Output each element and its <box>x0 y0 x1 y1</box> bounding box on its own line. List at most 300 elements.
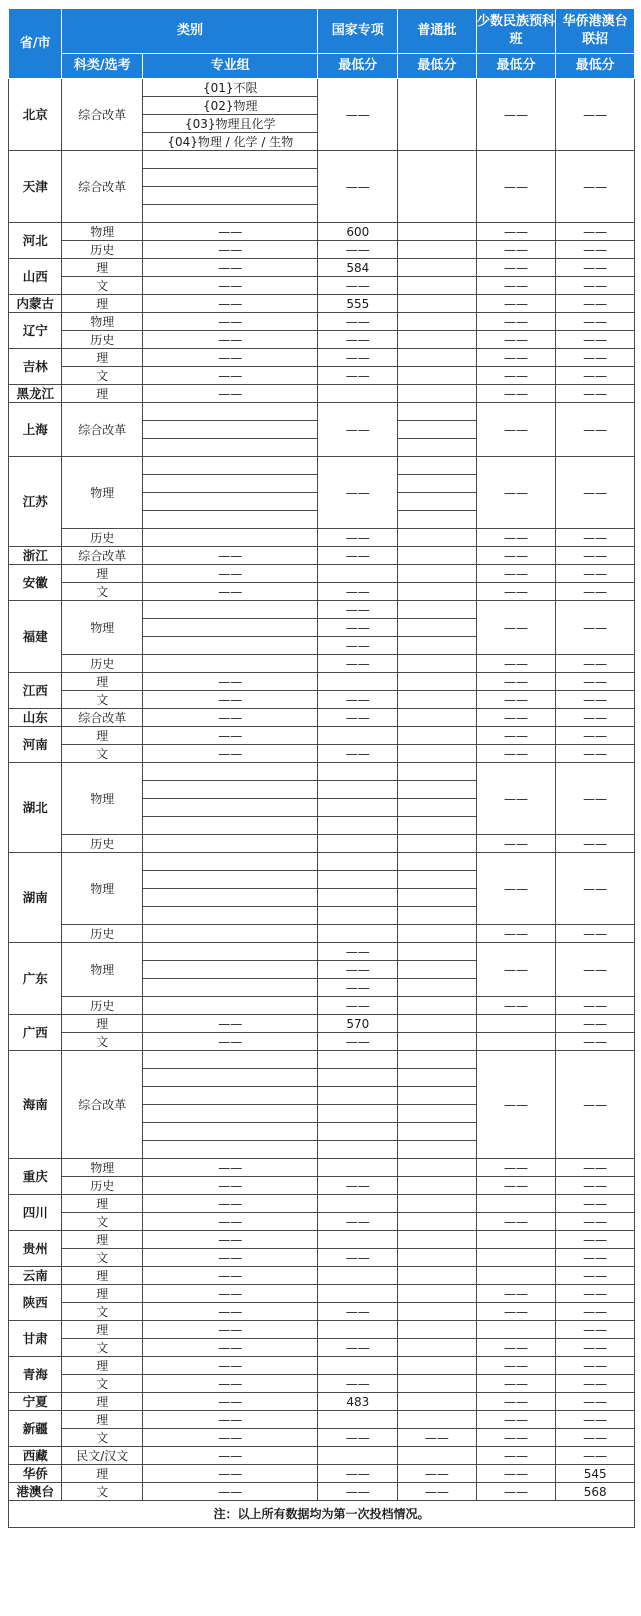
dash-cell: —— <box>556 1411 635 1429</box>
province-cell: 浙江 <box>9 547 62 565</box>
table-row <box>9 241 635 259</box>
dash-cell: —— <box>556 1375 635 1393</box>
type-cell: 理 <box>62 1411 143 1429</box>
empty-cell <box>398 925 477 943</box>
score-cell: 483 <box>318 1393 398 1411</box>
dash-cell: —— <box>556 691 635 709</box>
table-row <box>9 727 635 745</box>
group-cell <box>143 1069 318 1087</box>
empty-cell <box>318 1285 398 1303</box>
province-cell: 海南 <box>9 1051 62 1159</box>
empty-cell <box>398 1303 477 1321</box>
empty-cell <box>398 1105 477 1123</box>
province-cell: 安徽 <box>9 565 62 601</box>
dash-cell: —— <box>143 1447 318 1465</box>
group-cell <box>143 1087 318 1105</box>
table-row <box>9 1267 635 1285</box>
province-cell: 四川 <box>9 1195 62 1231</box>
dash-cell: —— <box>476 673 556 691</box>
table-row <box>9 1051 635 1069</box>
group-cell <box>143 1051 318 1069</box>
dash-cell: —— <box>318 529 398 547</box>
dash-cell: —— <box>398 1483 477 1501</box>
dash-cell: —— <box>318 331 398 349</box>
group-cell <box>143 1105 318 1123</box>
table-row <box>9 691 635 709</box>
empty-cell <box>318 925 398 943</box>
type-cell: 历史 <box>62 1177 143 1195</box>
group-cell <box>143 403 318 421</box>
empty-cell <box>398 1321 477 1339</box>
empty-cell <box>318 1123 398 1141</box>
empty-cell <box>398 1069 477 1087</box>
dash-cell: —— <box>143 1357 318 1375</box>
dash-cell: —— <box>476 385 556 403</box>
type-cell: 理 <box>62 1321 143 1339</box>
dash-cell: —— <box>556 295 635 313</box>
group-cell <box>143 961 318 979</box>
group-cell <box>143 655 318 673</box>
type-cell: 理 <box>62 1285 143 1303</box>
dash-cell: —— <box>143 745 318 763</box>
dash-cell: —— <box>143 583 318 601</box>
type-cell: 理 <box>62 1015 143 1033</box>
dash-cell: —— <box>556 1393 635 1411</box>
dash-cell: —— <box>476 601 556 655</box>
empty-cell <box>398 565 477 583</box>
dash-cell: —— <box>143 691 318 709</box>
dash-cell: —— <box>556 259 635 277</box>
table-row <box>9 331 635 349</box>
table-row <box>9 223 635 241</box>
table-row <box>9 763 635 781</box>
dash-cell: —— <box>143 1213 318 1231</box>
table-row <box>9 673 635 691</box>
dash-cell: —— <box>476 763 556 835</box>
dash-cell: —— <box>318 1249 398 1267</box>
type-cell: 理 <box>62 259 143 277</box>
dash-cell: —— <box>143 331 318 349</box>
dash-cell: —— <box>476 1285 556 1303</box>
type-cell: 综合改革 <box>62 403 143 457</box>
dash-cell: —— <box>476 1447 556 1465</box>
dash-cell: —— <box>143 385 318 403</box>
empty-cell <box>398 799 477 817</box>
empty-cell <box>318 565 398 583</box>
table-row <box>9 151 635 169</box>
empty-cell <box>398 511 477 529</box>
province-cell: 新疆 <box>9 1411 62 1447</box>
dash-cell: —— <box>318 151 398 223</box>
empty-cell <box>398 1267 477 1285</box>
empty-cell <box>398 367 477 385</box>
footer-row <box>9 1501 635 1528</box>
empty-cell <box>476 1015 556 1033</box>
empty-cell <box>398 241 477 259</box>
table-row <box>9 1285 635 1303</box>
dash-cell: —— <box>476 403 556 457</box>
empty-cell <box>398 997 477 1015</box>
dash-cell: —— <box>143 223 318 241</box>
group-cell <box>143 205 318 223</box>
table-row <box>9 547 635 565</box>
empty-cell <box>476 1321 556 1339</box>
empty-cell <box>398 331 477 349</box>
dash-cell: —— <box>476 529 556 547</box>
empty-cell <box>398 1393 477 1411</box>
group-cell <box>143 475 318 493</box>
group-cell: {01}不限 <box>143 79 318 97</box>
dash-cell: —— <box>556 1177 635 1195</box>
dash-cell: —— <box>476 1159 556 1177</box>
type-cell: 文 <box>62 1303 143 1321</box>
province-cell: 西藏 <box>9 1447 62 1465</box>
dash-cell: —— <box>556 1249 635 1267</box>
dash-cell: —— <box>318 1213 398 1231</box>
dash-cell: —— <box>556 673 635 691</box>
table-row <box>9 457 635 475</box>
dash-cell: —— <box>318 709 398 727</box>
empty-cell <box>318 1159 398 1177</box>
dash-cell: —— <box>318 979 398 997</box>
dash-cell: —— <box>476 565 556 583</box>
type-cell: 民文/汉文 <box>62 1447 143 1465</box>
dash-cell: —— <box>556 151 635 223</box>
province-cell: 江西 <box>9 673 62 709</box>
province-cell: 山西 <box>9 259 62 295</box>
header-regular: 普通批 <box>398 9 477 54</box>
empty-cell <box>398 223 477 241</box>
table-row <box>9 655 635 673</box>
header-type: 科类/选考 <box>62 54 143 79</box>
group-cell <box>143 493 318 511</box>
dash-cell: —— <box>318 655 398 673</box>
dash-cell: —— <box>318 1483 398 1501</box>
empty-cell <box>398 493 477 511</box>
dash-cell: —— <box>556 385 635 403</box>
dash-cell: —— <box>318 943 398 961</box>
empty-cell <box>398 313 477 331</box>
table-row <box>9 1483 635 1501</box>
type-cell: 综合改革 <box>62 151 143 223</box>
dash-cell: —— <box>476 727 556 745</box>
empty-cell <box>318 1357 398 1375</box>
dash-cell: —— <box>318 277 398 295</box>
dash-cell: —— <box>318 403 398 457</box>
type-cell: 物理 <box>62 1159 143 1177</box>
dash-cell: —— <box>556 223 635 241</box>
empty-cell <box>398 547 477 565</box>
dash-cell: —— <box>143 1285 318 1303</box>
empty-cell <box>318 1195 398 1213</box>
dash-cell: —— <box>476 1177 556 1195</box>
dash-cell: —— <box>476 331 556 349</box>
empty-cell <box>398 151 477 223</box>
dash-cell: —— <box>318 1303 398 1321</box>
group-cell <box>143 997 318 1015</box>
table-row <box>9 1357 635 1375</box>
header-group: 专业组 <box>143 54 318 79</box>
empty-cell <box>398 601 477 619</box>
type-cell: 文 <box>62 277 143 295</box>
dash-cell: —— <box>556 529 635 547</box>
empty-cell <box>398 1285 477 1303</box>
type-cell: 物理 <box>62 853 143 925</box>
type-cell: 综合改革 <box>62 709 143 727</box>
group-cell <box>143 169 318 187</box>
table-row <box>9 583 635 601</box>
dash-cell: —— <box>556 565 635 583</box>
empty-cell <box>398 1033 477 1051</box>
table-row <box>9 1231 635 1249</box>
empty-cell <box>398 1249 477 1267</box>
empty-cell <box>398 889 477 907</box>
group-cell <box>143 763 318 781</box>
dash-cell: —— <box>143 709 318 727</box>
group-cell <box>143 151 318 169</box>
empty-cell <box>318 673 398 691</box>
dash-cell: —— <box>476 1429 556 1447</box>
empty-cell <box>398 1357 477 1375</box>
empty-cell <box>398 1375 477 1393</box>
dash-cell: —— <box>476 457 556 529</box>
dash-cell: —— <box>556 403 635 457</box>
type-cell: 文 <box>62 1033 143 1051</box>
province-cell: 湖南 <box>9 853 62 943</box>
empty-cell <box>398 1213 477 1231</box>
dash-cell: —— <box>556 655 635 673</box>
dash-cell: —— <box>143 1411 318 1429</box>
empty-cell <box>398 79 477 151</box>
dash-cell: —— <box>556 1159 635 1177</box>
empty-cell <box>398 1231 477 1249</box>
empty-cell <box>318 1087 398 1105</box>
group-cell <box>143 925 318 943</box>
empty-cell <box>318 781 398 799</box>
score-cell: 570 <box>318 1015 398 1033</box>
type-cell: 文 <box>62 583 143 601</box>
dash-cell: —— <box>556 1357 635 1375</box>
table-row <box>9 1393 635 1411</box>
table-row <box>9 709 635 727</box>
group-cell <box>143 529 318 547</box>
dash-cell: —— <box>476 1051 556 1159</box>
group-cell <box>143 907 318 925</box>
table-row <box>9 835 635 853</box>
empty-cell <box>318 799 398 817</box>
group-cell <box>143 835 318 853</box>
dash-cell: —— <box>476 79 556 151</box>
type-cell: 理 <box>62 1357 143 1375</box>
empty-cell <box>318 1411 398 1429</box>
empty-cell <box>398 637 477 655</box>
table-row <box>9 1249 635 1267</box>
table-row <box>9 1195 635 1213</box>
dash-cell: —— <box>476 925 556 943</box>
dash-cell: —— <box>476 997 556 1015</box>
table-row <box>9 1465 635 1483</box>
type-cell: 物理 <box>62 313 143 331</box>
dash-cell: —— <box>476 709 556 727</box>
dash-cell: —— <box>556 1051 635 1159</box>
empty-cell <box>398 727 477 745</box>
admission-score-table <box>8 8 635 1528</box>
empty-cell <box>398 295 477 313</box>
province-cell: 天津 <box>9 151 62 223</box>
header-national: 国家专项 <box>318 9 398 54</box>
empty-cell <box>398 1141 477 1159</box>
dash-cell: —— <box>318 1177 398 1195</box>
type-cell: 历史 <box>62 331 143 349</box>
empty-cell <box>398 1195 477 1213</box>
dash-cell: —— <box>143 1303 318 1321</box>
empty-cell <box>398 277 477 295</box>
type-cell: 理 <box>62 1267 143 1285</box>
type-cell: 文 <box>62 745 143 763</box>
dash-cell: —— <box>143 673 318 691</box>
header-row-2 <box>9 54 635 79</box>
province-cell: 内蒙古 <box>9 295 62 313</box>
dash-cell: —— <box>143 1015 318 1033</box>
dash-cell: —— <box>143 1321 318 1339</box>
dash-cell: —— <box>476 151 556 223</box>
province-cell: 上海 <box>9 403 62 457</box>
header-province: 省/市 <box>9 9 62 79</box>
dash-cell: —— <box>143 1429 318 1447</box>
empty-cell <box>476 1033 556 1051</box>
province-cell: 吉林 <box>9 349 62 385</box>
empty-cell <box>318 1141 398 1159</box>
type-cell: 综合改革 <box>62 79 143 151</box>
province-cell: 江苏 <box>9 457 62 547</box>
province-cell: 云南 <box>9 1267 62 1285</box>
table-row <box>9 367 635 385</box>
province-cell: 黑龙江 <box>9 385 62 403</box>
empty-cell <box>318 907 398 925</box>
group-cell: {04}物理 / 化学 / 生物 <box>143 133 318 151</box>
type-cell: 理 <box>62 1195 143 1213</box>
dash-cell: —— <box>143 1465 318 1483</box>
empty-cell <box>398 439 477 457</box>
province-cell: 广西 <box>9 1015 62 1051</box>
province-cell: 华侨 <box>9 1465 62 1483</box>
dash-cell: —— <box>143 1159 318 1177</box>
table-row <box>9 259 635 277</box>
dash-cell: —— <box>476 853 556 925</box>
dash-cell: —— <box>143 1339 318 1357</box>
dash-cell: —— <box>556 709 635 727</box>
dash-cell: —— <box>556 727 635 745</box>
type-cell: 物理 <box>62 763 143 835</box>
group-cell <box>143 439 318 457</box>
dash-cell: —— <box>476 259 556 277</box>
province-cell: 广东 <box>9 943 62 1015</box>
type-cell: 物理 <box>62 223 143 241</box>
type-cell: 理 <box>62 385 143 403</box>
group-cell <box>143 799 318 817</box>
type-cell: 历史 <box>62 835 143 853</box>
dash-cell: —— <box>476 943 556 997</box>
header-min-hkmo: 最低分 <box>556 54 635 79</box>
empty-cell <box>398 583 477 601</box>
header-min-national: 最低分 <box>318 54 398 79</box>
table-row <box>9 1303 635 1321</box>
province-cell: 辽宁 <box>9 313 62 349</box>
empty-cell <box>398 1447 477 1465</box>
dash-cell: —— <box>556 601 635 655</box>
dash-cell: —— <box>556 241 635 259</box>
empty-cell <box>398 421 477 439</box>
empty-cell <box>398 781 477 799</box>
header-min-regular: 最低分 <box>398 54 477 79</box>
empty-cell <box>398 907 477 925</box>
dash-cell: —— <box>143 1375 318 1393</box>
dash-cell: —— <box>476 223 556 241</box>
table-row <box>9 403 635 421</box>
dash-cell: —— <box>476 655 556 673</box>
empty-cell <box>398 871 477 889</box>
header-minority: 少数民族预科班 <box>476 9 556 54</box>
dash-cell: —— <box>318 1465 398 1483</box>
dash-cell: —— <box>143 1177 318 1195</box>
empty-cell <box>318 871 398 889</box>
dash-cell: —— <box>143 1249 318 1267</box>
type-cell: 综合改革 <box>62 1051 143 1159</box>
dash-cell: —— <box>476 277 556 295</box>
dash-cell: —— <box>556 1213 635 1231</box>
province-cell: 青海 <box>9 1357 62 1393</box>
table-row <box>9 277 635 295</box>
dash-cell: —— <box>556 1447 635 1465</box>
dash-cell: —— <box>476 1303 556 1321</box>
province-cell: 陕西 <box>9 1285 62 1321</box>
dash-cell: —— <box>143 295 318 313</box>
table-row <box>9 853 635 871</box>
dash-cell: —— <box>318 745 398 763</box>
table-row <box>9 1177 635 1195</box>
dash-cell: —— <box>556 835 635 853</box>
dash-cell: —— <box>143 1195 318 1213</box>
dash-cell: —— <box>318 457 398 529</box>
dash-cell: —— <box>476 1375 556 1393</box>
group-cell <box>143 637 318 655</box>
empty-cell <box>318 1069 398 1087</box>
empty-cell <box>398 1411 477 1429</box>
dash-cell: —— <box>143 1483 318 1501</box>
dash-cell: —— <box>476 241 556 259</box>
empty-cell <box>398 655 477 673</box>
dash-cell: —— <box>476 745 556 763</box>
group-cell <box>143 619 318 637</box>
group-cell <box>143 511 318 529</box>
empty-cell <box>398 1051 477 1069</box>
empty-cell <box>318 817 398 835</box>
empty-cell <box>476 1231 556 1249</box>
dash-cell: —— <box>476 295 556 313</box>
empty-cell <box>398 709 477 727</box>
type-cell: 理 <box>62 1231 143 1249</box>
group-cell <box>143 187 318 205</box>
province-cell: 宁夏 <box>9 1393 62 1411</box>
dash-cell: —— <box>143 349 318 367</box>
dash-cell: —— <box>556 331 635 349</box>
table-row <box>9 943 635 961</box>
province-cell: 湖北 <box>9 763 62 853</box>
empty-cell <box>398 961 477 979</box>
dash-cell: —— <box>556 313 635 331</box>
dash-cell: —— <box>398 1465 477 1483</box>
empty-cell <box>398 475 477 493</box>
